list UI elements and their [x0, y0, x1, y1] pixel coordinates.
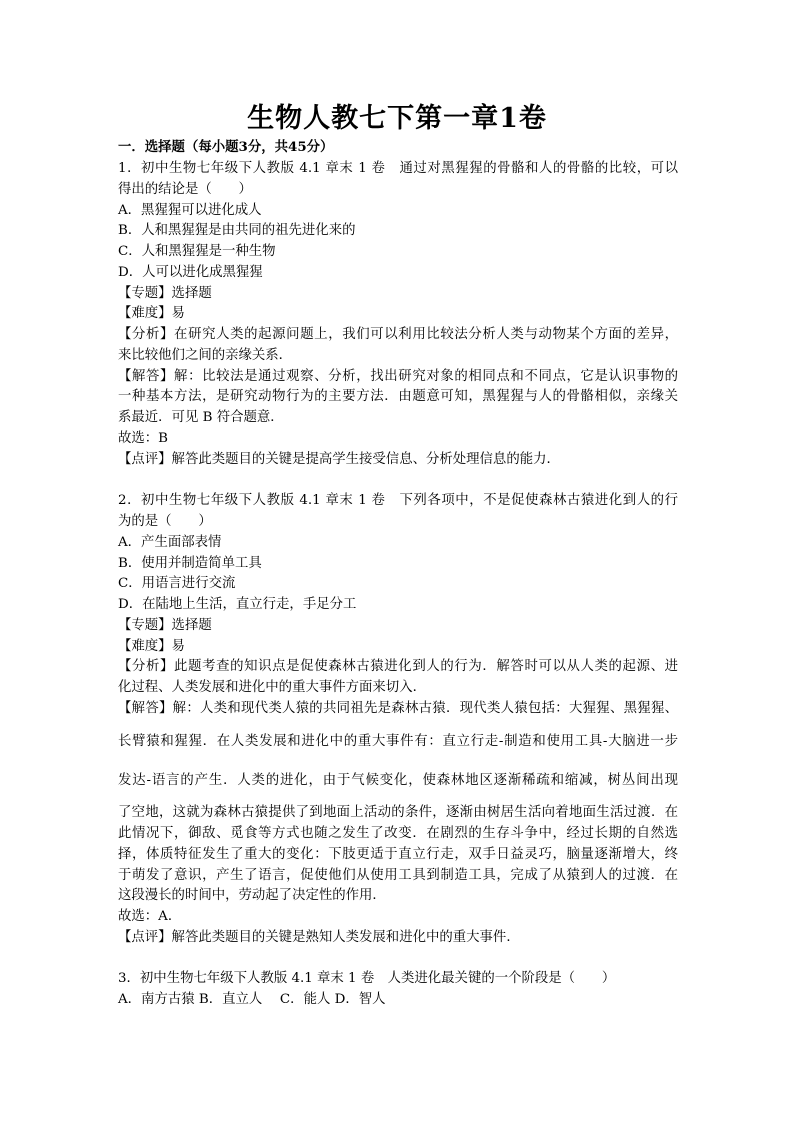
question-1-analysis: 【分析】在研究人类的起源问题上，我们可以利用比较法分析人类与动物某个方面的差异， [118, 327, 678, 342]
question-1-option-a: A．黑猩猩可以进化成人 [118, 203, 262, 218]
question-1-analysis-cont: 来比较他们之间的亲缘关系． [118, 348, 293, 363]
question-2-choice: 故选：A． [118, 909, 182, 924]
question-2-answer-cont-7: 这段漫长的时间中，劳动起了决定性的作用． [118, 888, 386, 903]
page-title: 生物人教七下第一章1卷 [247, 103, 547, 134]
question-2-answer-cont-2: 发达-语言的产生．人类的进化，由于气候变化，使森林地区逐渐稀疏和缩减，树丛间出现 [118, 773, 678, 788]
question-2-answer-cont-6: 于萌发了意识，产生了语言，促使他们从使用工具到制造工具，完成了从猿到人的过渡．在 [118, 868, 678, 883]
question-2-topic: 【专题】选择题 [118, 618, 212, 633]
question-2-comment: 【点评】解答此类题目的关键是熟知人类发展和进化中的重大事件． [118, 930, 520, 945]
question-2-option-d: D．在陆地上生活，直立行走，手足分工 [118, 597, 357, 612]
question-1-difficulty: 【难度】易 [118, 306, 185, 321]
question-2-analysis: 【分析】此题考查的知识点是促使森林古猿进化到人的行为．解答时可以从人类的起源、进 [118, 659, 678, 674]
question-2-option-c: C．用语言进行交流 [118, 576, 236, 591]
question-2-stem: 2．初中生物七年级下人教版 4.1 章末 1 卷 下列各项中，不是促使森林古猿进化到人的行 [118, 493, 678, 508]
question-1-option-c: C．人和黑猩猩是一种生物 [118, 244, 276, 259]
question-1-answer: 【解答】解：比较法是通过观察、分析，找出研究对象的相同点和不同点，它是认识事物的 [118, 369, 678, 384]
question-1-option-d: D．人可以进化成黑猩猩 [118, 265, 263, 280]
question-2-answer-cont-1: 长臂猿和猩猩．在人类发展和进化中的重大事件有：直立行走-制造和使用工具-大脑进一步 [118, 734, 678, 749]
question-2-difficulty: 【难度】易 [118, 639, 185, 654]
question-2-analysis-cont: 化过程、人类发展和进化中的重大事件方面来切入． [118, 680, 426, 695]
question-1-answer-cont-2: 系最近．可见 B 符合题意． [118, 410, 284, 425]
question-1-topic: 【专题】选择题 [118, 286, 212, 301]
question-2-stem-cont: 为的是（ ） [118, 514, 212, 529]
question-2-answer-cont-5: 择，体质特征发生了重大的变化：下肢更适于直立行走，双手日益灵巧，脑量逐渐增大，终 [118, 847, 678, 862]
question-2-answer-cont-3: 了空地，这就为森林古猿提供了到地面上活动的条件，逐渐由树居生活向着地面生活过渡．在 [118, 805, 678, 820]
question-2-option-b: B．使用并制造简单工具 [118, 556, 262, 571]
section-heading: 一．选择题（每小题3分，共45分） [118, 139, 334, 155]
question-3-options: A．南方古猿 B．直立人 C．能人 D．智人 [118, 992, 386, 1007]
question-1-answer-cont-1: 一种基本方法，是研究动物行为的主要方法．由题意可知，黑猩猩与人的骨骼相似，亲缘关 [118, 389, 678, 404]
question-1-option-b: B．人和黑猩猩是由共同的祖先进化来的 [118, 223, 356, 238]
question-2-option-a: A．产生面部表情 [118, 535, 222, 550]
question-1-choice: 故选：B [118, 431, 169, 446]
question-1-stem: 1．初中生物七年级下人教版 4.1 章末 1 卷 通过对黑猩猩的骨骼和人的骨骼的比较，可以 [118, 161, 678, 176]
question-2-answer: 【解答】解：人类和现代类人猿的共同祖先是森林古猿．现代类人猿包括：大猩猩、黑猩猩、 [118, 701, 678, 716]
question-2-answer-cont-4: 此情况下，御敌、觅食等方式也随之发生了改变．在剧烈的生存斗争中，经过长期的自然选 [118, 826, 678, 841]
question-1-comment: 【点评】解答此类题目的关键是提高学生接受信息、分析处理信息的能力． [118, 452, 560, 467]
question-3-stem: 3．初中生物七年级下人教版 4.1 章末 1 卷 人类进化最关键的一个阶段是（ ） [118, 971, 616, 986]
question-1-stem-cont: 得出的结论是（ ） [118, 182, 252, 197]
